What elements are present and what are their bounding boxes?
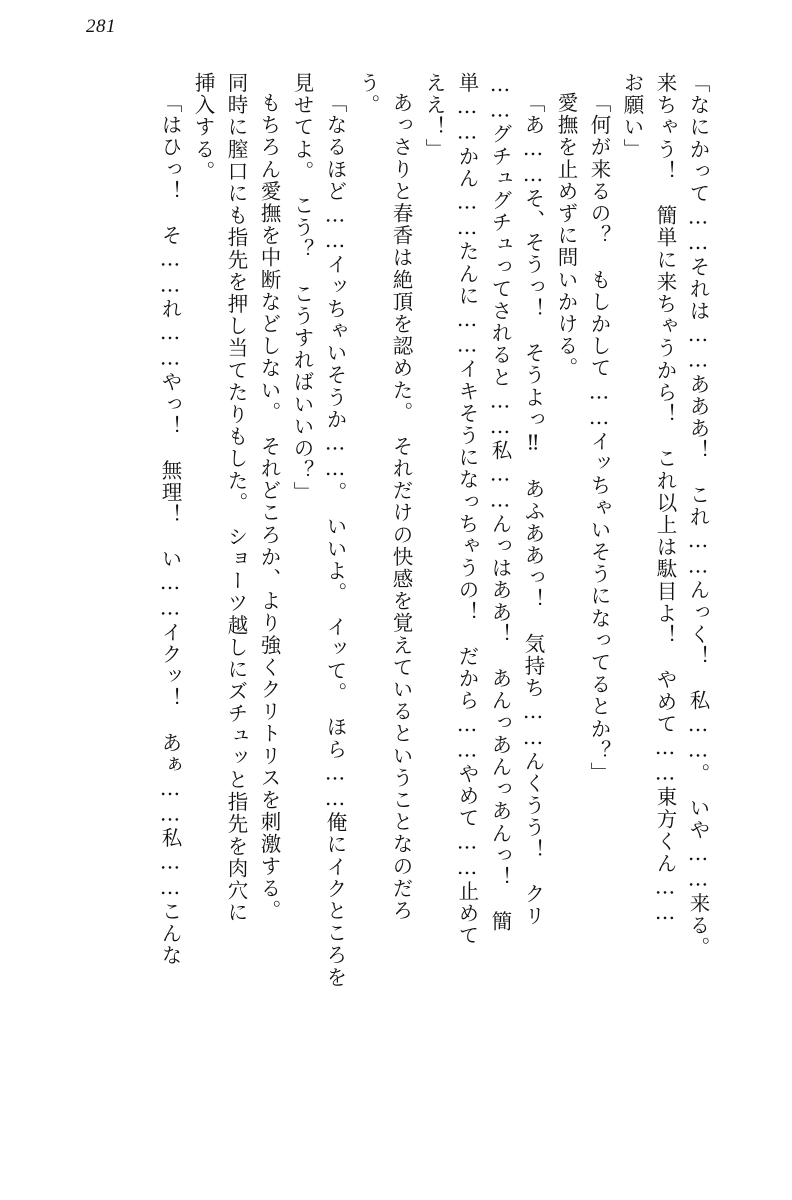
- text-line: 「はひっ！ そ……れ……やっ！ 無理！ い……イクッ！ あぁ……私……こんな: [158, 92, 182, 967]
- text-line: 単……かん……たんに……イキそうになっちゃうの！ だから……やめて……止めて: [455, 72, 479, 947]
- text-line: 「なにかって……それは……あああ！ これ……んっく！ 私……。 いや……来る。: [686, 72, 710, 959]
- vertical-text-body: [78, 72, 714, 1142]
- text-line: 来ちゃう！ 簡単に来ちゃうから！ これ以上は駄目よ！ やめて……東方くん……: [653, 72, 677, 926]
- text-line: 挿入する。: [191, 72, 215, 183]
- text-line: 「なるほど……イッちゃいそうか……。 いいよ。 イッて。 ほら……俺にイクところを: [323, 92, 347, 989]
- text-line: う。: [356, 72, 380, 117]
- text-line: あっさりと春香は絶頂を認めた。 それだけの快感を覚えているということなのだろ: [389, 92, 413, 922]
- page-number: 281: [86, 16, 116, 37]
- text-line: 「あ……そ、そうっ！ そうよっ‼ あふああっ！ 気持ち……んくうう！ クリ: [521, 92, 545, 928]
- text-line: 見せてよ。 こう？ こうすればいいの？」: [290, 72, 314, 504]
- text-line: もちろん愛撫を中断などしない。 それどころか、より強くクリトリスを刺激する。: [257, 92, 281, 922]
- text-line: ……グチュグチュってされると……私……んっはああ！ あんっあんっあんっ！ 簡: [488, 72, 512, 933]
- text-line: 「何が来るの？ もしかして……イッちゃいそうになってるとか？」: [587, 92, 611, 785]
- text-line: ええ！」: [422, 72, 446, 161]
- text-line: 愛撫を止めずに問いかける。: [554, 92, 578, 380]
- text-line: 同時に膣口にも指先を押し当てたりもした。 ショーツ越しにズチュッと指先を肉穴に: [224, 72, 248, 924]
- text-line: お願い」: [620, 72, 644, 161]
